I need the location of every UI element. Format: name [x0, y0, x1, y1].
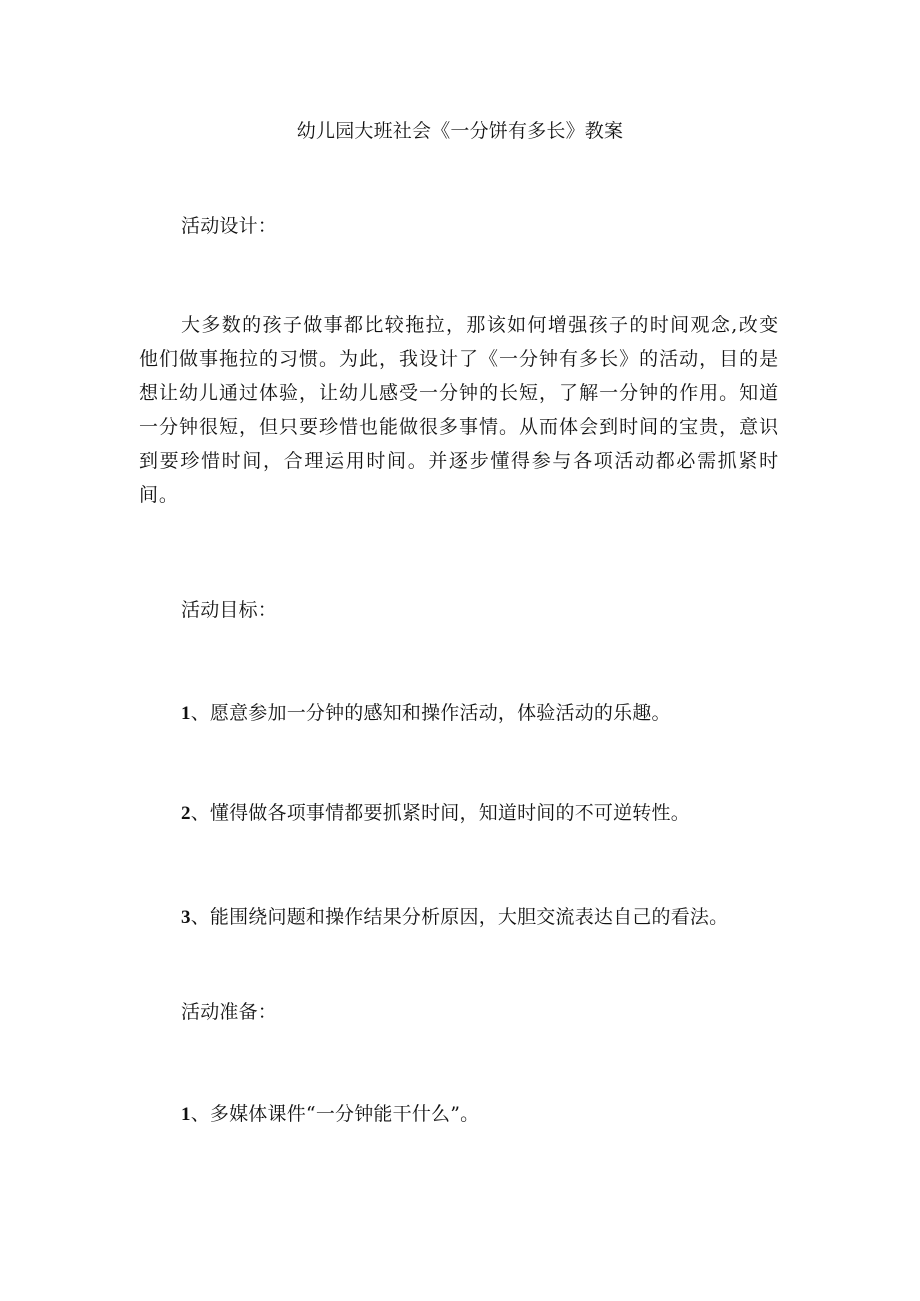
preparation-item-1: [181, 1101, 479, 1128]
goal-item-number: 1: [181, 703, 191, 724]
goal-item-3: [181, 904, 728, 931]
goal-item-number: 2: [181, 803, 191, 824]
preparation-item-number: 1: [181, 1104, 191, 1125]
goal-item-number: 3: [181, 907, 191, 928]
section-heading-design: 活动设计：: [181, 215, 278, 237]
section-heading-goals: 活动目标：: [181, 599, 278, 621]
preparation-item-text: 、多媒体课件“一分钟能干什么”。: [190, 1103, 480, 1125]
goal-item-text: 、能围绕问题和操作结果分析原因，大胆交流表达自己的看法。: [190, 906, 729, 928]
goal-item-1: [181, 700, 671, 727]
design-paragraph: 大多数的孩子做事都比较拖拉，那该如何增强孩子的时间观念,改变他们做事拖拉的习惯。为此，我设计了《一分钟有多长》的活动，目的是想让幼儿通过体验，让幼儿感受一分钟的长短，了解一分钟的作用。知道一分钟很短，但只要珍惜也能做很多事情。从而体会到时间的宝贵，意识到要珍惜时间，合理运用时间。并逐步懂得参与各项活动都必需抓紧时间。: [139, 314, 779, 506]
section-heading-preparation: 活动准备：: [181, 1001, 278, 1023]
goal-item-2: [181, 800, 690, 827]
goal-item-text: 、愿意参加一分钟的感知和操作活动，体验活动的乐趣。: [190, 702, 671, 724]
document-title: 幼儿园大班社会《一分饼有多长》教案: [296, 120, 624, 142]
goal-item-text: 、懂得做各项事情都要抓紧时间，知道时间的不可逆转性。: [190, 802, 690, 824]
